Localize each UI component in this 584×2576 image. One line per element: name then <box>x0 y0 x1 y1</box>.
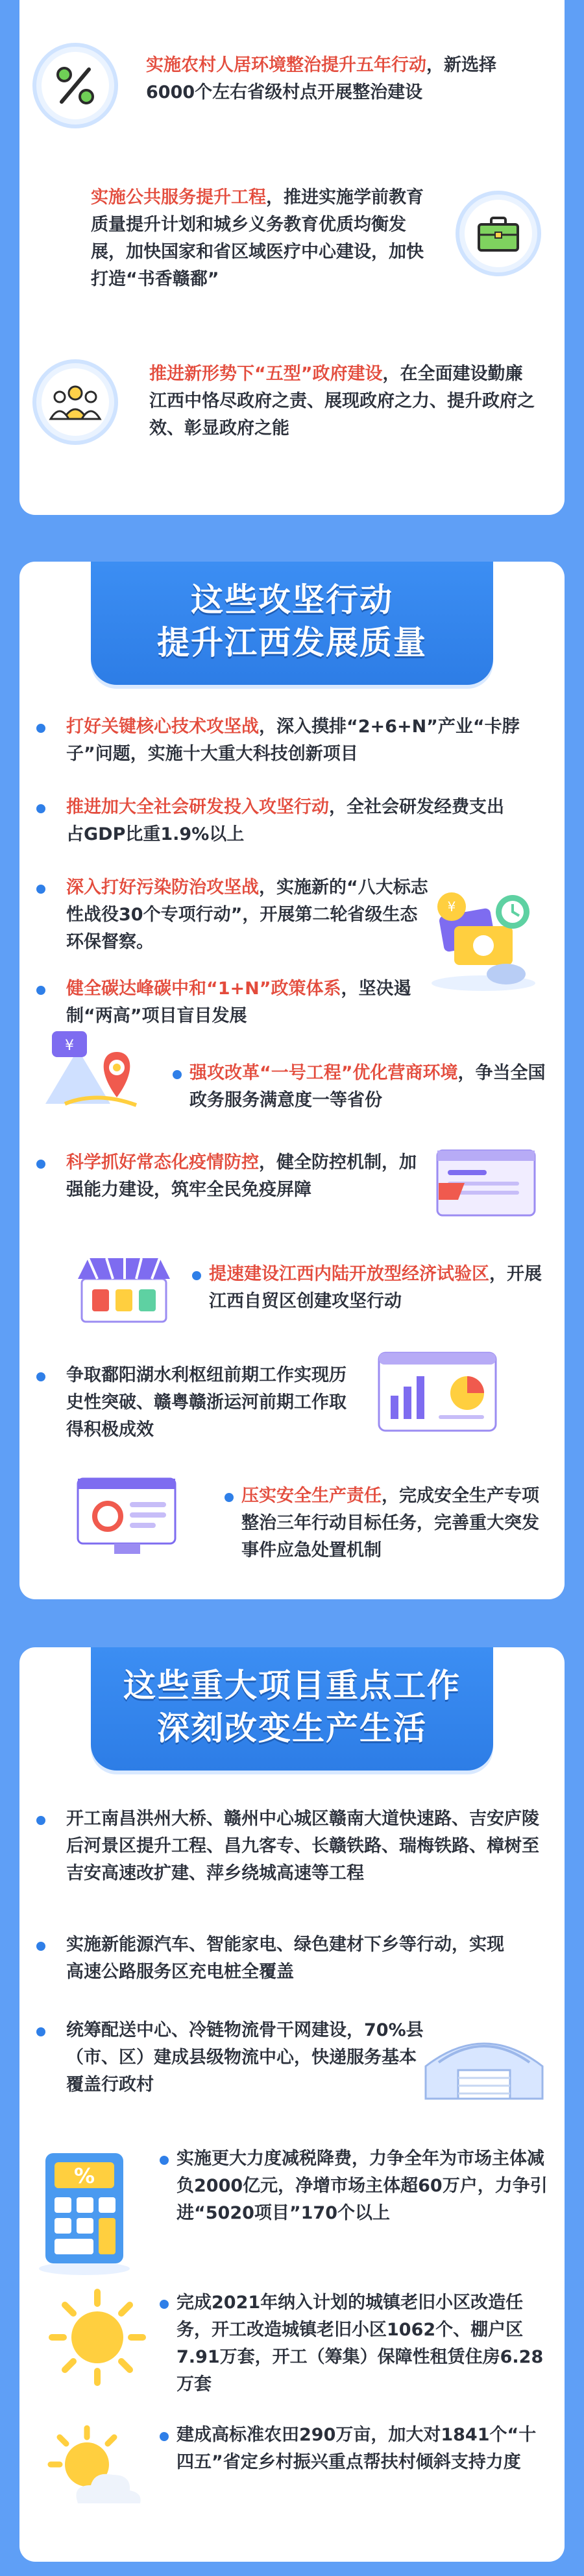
item-text: ，坚决遏制“两高”项目盲目发展 <box>66 979 411 1026</box>
document-screen-icon <box>435 1148 539 1222</box>
list-item <box>189 1060 553 1114</box>
bullet-dot <box>36 1816 45 1825</box>
item-text: ，全社会研发经费支出占GDP比重1.9%以上 <box>66 797 504 844</box>
banner-title-line1: 这些攻坚行动 <box>191 581 393 619</box>
item-text: 实施新能源汽车、智能家电、绿色建材下乡等行动，实现高速公路服务区充电桩全覆盖 <box>66 1935 504 1982</box>
item-highlight: 深入打好污染防治攻坚战 <box>66 877 259 898</box>
item-text: ，新选择6000个左右省级村点开展整治建设 <box>146 55 496 102</box>
item-highlight: 健全碳达峰碳中和“1+N”政策体系 <box>66 979 341 999</box>
bullet-dot <box>225 1493 234 1502</box>
bullet-dot <box>36 1160 45 1169</box>
bullet-dot <box>36 986 45 995</box>
banner-title-line2: 深刻改变生产生活 <box>157 1710 427 1747</box>
monitor-icon <box>75 1476 179 1563</box>
item-text: 争取鄱阳湖水利枢纽前期工作实现历史性突破、赣粤赣浙运河前期工作取得积极成效 <box>66 1365 347 1440</box>
bullet-dot <box>192 1271 201 1280</box>
list-item <box>66 713 533 768</box>
list-item <box>176 2422 553 2476</box>
location-pin-icon <box>39 1026 149 1119</box>
warehouse-icon <box>419 2021 549 2114</box>
bullet-dot <box>173 1070 182 1079</box>
item-highlight: 实施农村人居环境整治提升五年行动 <box>146 55 426 75</box>
svg-text:¥: ¥ <box>447 899 456 914</box>
sun-icon <box>45 2285 149 2392</box>
section-banner <box>91 1647 493 1771</box>
people-icon <box>32 359 118 445</box>
list-item <box>146 52 509 106</box>
item-text: ，深入摸排“2+6+N”产业“卡脖子”问题，实施十大重大科技创新项目 <box>66 717 520 764</box>
item-text: 实施更大力度减税降费，力争全年为市场主体减负2000亿元，净增市场主体超60万户，力争引进“5020项目”170个以上 <box>176 2149 548 2223</box>
list-item <box>66 975 430 1030</box>
bullet-dot <box>160 2300 169 2309</box>
item-highlight: 提速建设江西内陆开放型经济试验区 <box>209 1264 489 1284</box>
bullet-dot <box>160 2432 169 2441</box>
briefcase-icon <box>456 191 541 276</box>
bullet-dot <box>160 2156 169 2165</box>
item-text: ，争当全国政务服务满意度一等省份 <box>189 1063 546 1110</box>
item-highlight: 推进加大全社会研发投入攻坚行动 <box>66 797 329 817</box>
storefront-icon <box>75 1253 173 1327</box>
calculator-percent-icon <box>26 2147 143 2279</box>
item-highlight: 科学抓好常态化疫情防控 <box>66 1152 259 1173</box>
list-item <box>66 1149 430 1204</box>
item-text: 统筹配送中心、冷链物流骨干网建设，70%县（市、区）建成县级物流中心，快递服务基本覆盖行政村 <box>66 2020 424 2095</box>
list-item <box>149 361 539 442</box>
bullet-dot <box>36 1942 45 1951</box>
sun-cloud-icon <box>45 2423 149 2523</box>
banner-title-line2: 提升江西发展质量 <box>157 624 427 662</box>
card-major-projects <box>19 1647 565 2562</box>
item-text: ，完成安全生产专项整治三年行动目标任务，完善重大突发事件应急处置机制 <box>241 1486 539 1560</box>
list-item <box>91 184 428 293</box>
item-text: ，推进实施学前教育质量提升计划和城乡义务教育优质均衡发展，加快国家和省区域医疗中心建设，加快打造“书香赣鄱” <box>91 187 424 289</box>
list-item <box>66 1362 352 1444</box>
card-public-services <box>19 0 565 515</box>
section-banner <box>91 562 493 685</box>
item-highlight: 推进新形势下“五型”政府建设 <box>149 364 383 384</box>
svg-text:¥: ¥ <box>65 1038 74 1054</box>
list-item <box>66 794 520 848</box>
list-item <box>66 874 430 956</box>
bullet-dot <box>36 804 45 813</box>
item-highlight: 实施公共服务提升工程 <box>91 187 266 208</box>
item-text: ，开展江西自贸区创建攻坚行动 <box>209 1264 542 1311</box>
list-item <box>176 2289 553 2398</box>
list-item <box>66 1806 546 1887</box>
item-text: ，健全防控机制，加强能力建设，筑牢全民免疫屏障 <box>66 1152 417 1200</box>
percent-icon <box>32 43 118 128</box>
item-highlight: 压实安全生产责任 <box>241 1486 382 1506</box>
bullet-dot <box>36 724 45 733</box>
list-item <box>241 1483 553 1564</box>
card-tough-actions <box>19 562 565 1599</box>
bullet-dot <box>36 885 45 894</box>
list-item <box>66 2017 430 2099</box>
dashboard-chart-icon <box>376 1350 506 1444</box>
item-text: ，实施新的“八大标志性战役30个专项行动”，开展第二轮省级生态环保督察。 <box>66 877 428 952</box>
list-item <box>66 1931 507 1986</box>
list-item <box>209 1261 546 1315</box>
item-text: ，在全面建设勤廉江西中恪尽政府之责、展现政府之力、提升政府之效、彰显政府之能 <box>149 364 535 438</box>
bullet-dot <box>36 1372 45 1381</box>
item-highlight: 打好关键核心技术攻坚战 <box>66 717 259 737</box>
list-item <box>176 2145 553 2227</box>
item-text: 开工南昌洪州大桥、赣州中心城区赣南大道快速路、吉安庐陵后河景区提升工程、昌九客专、长赣铁路、瑞梅铁路、樟树至吉安高速改扩建、萍乡绕城高速等工程 <box>66 1809 539 1883</box>
item-text: 建成高标准农田290万亩，加大对1841个“十四五”省定乡村振兴重点帮扶村倾斜支持力度 <box>176 2425 537 2472</box>
item-text: 完成2021年纳入计划的城镇老旧小区改造任务，开工改造城镇老旧小区1062个、棚户区7.91万套，开工（筹集）保障性租赁住房6.28万套 <box>176 2293 544 2394</box>
bullet-dot <box>36 2027 45 2036</box>
item-highlight: 强攻改革“一号工程”优化营商环境 <box>189 1063 458 1083</box>
svg-text:%: % <box>73 2164 95 2188</box>
money-icon <box>422 886 545 999</box>
banner-title-line1: 这些重大项目重点工作 <box>123 1667 461 1704</box>
